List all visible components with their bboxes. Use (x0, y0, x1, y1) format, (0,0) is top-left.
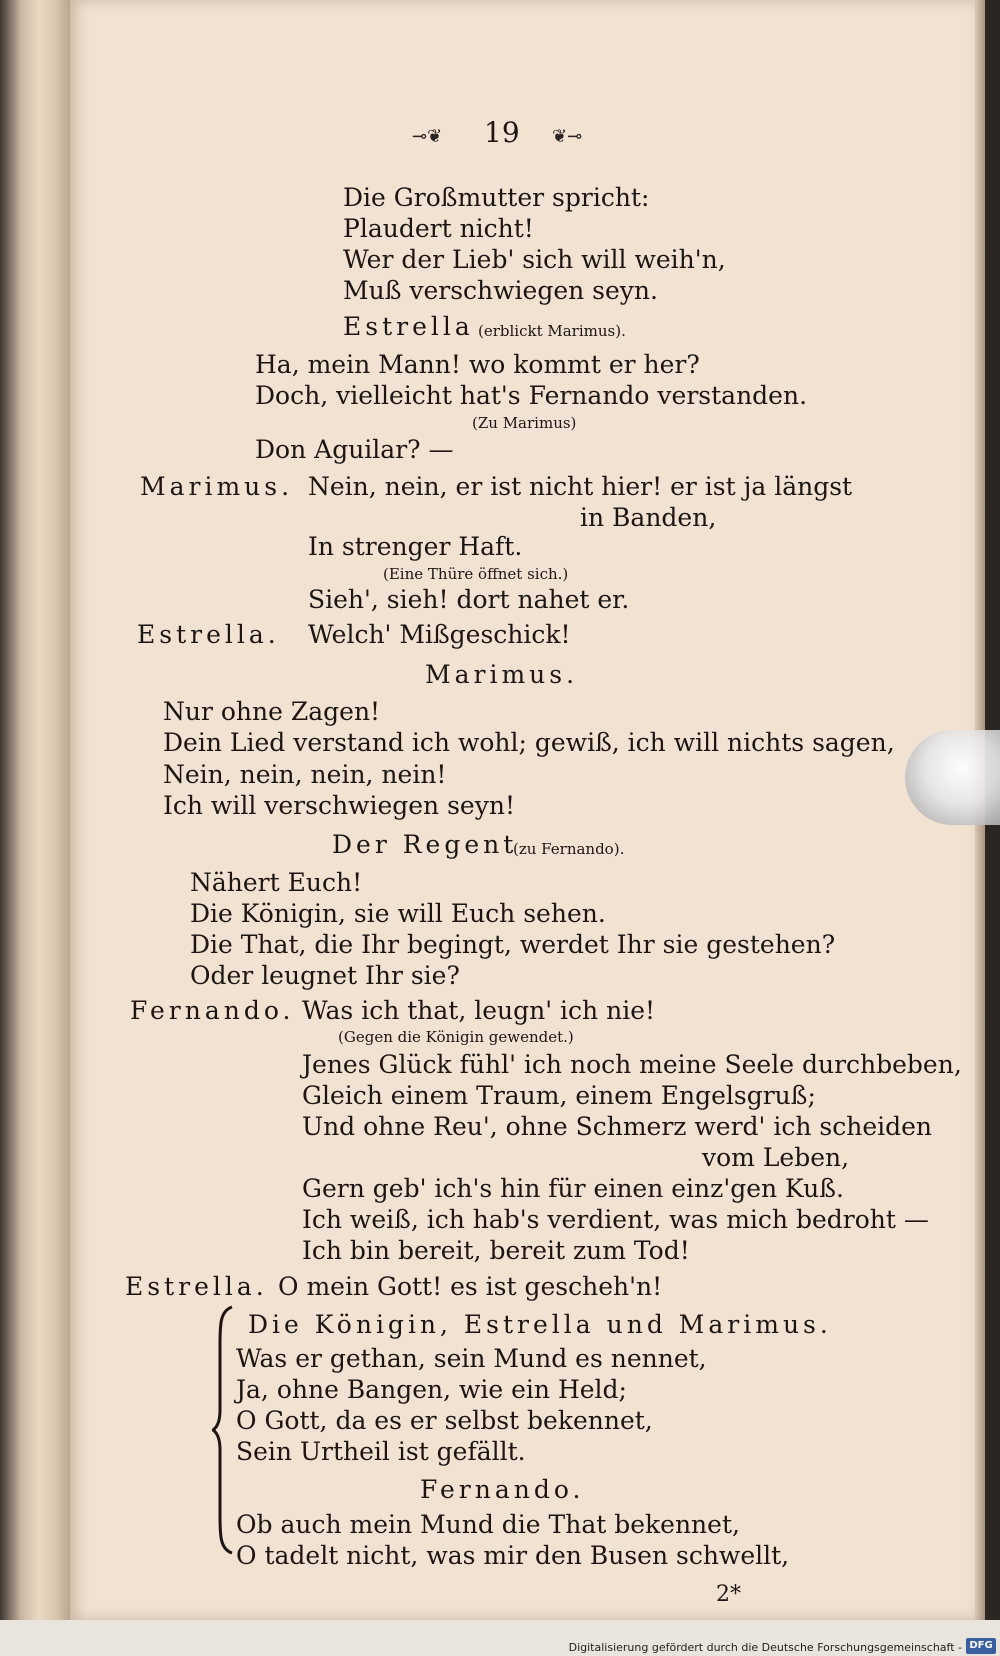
verse-line: Die That, die Ihr begingt, werdet Ihr sie gestehen? (190, 930, 836, 959)
verse-line: Nein, nein, nein, nein! (163, 760, 447, 789)
verse-line: Nein, nein, er ist nicht hier! er ist ja längst (308, 472, 853, 501)
verse-line: O Gott, da es er selbst bekennet, (236, 1406, 653, 1435)
verse-line: Sein Urtheil ist gefällt. (236, 1437, 526, 1466)
verse-line: Muß verschwiegen seyn. (343, 276, 658, 305)
verse-line: Gern geb' ich's hin für einen einz'gen Kuß. (302, 1174, 844, 1203)
verse-line: Oder leugnet Ihr sie? (190, 961, 460, 990)
verse-line: In strenger Haft. (308, 532, 523, 561)
verse-line: O tadelt nicht, was mir den Busen schwellt, (236, 1541, 790, 1570)
page-number: 19 (484, 116, 520, 149)
stage-direction: (erblickt Marimus). (478, 322, 626, 340)
speaker-name: Estrella (343, 312, 474, 341)
verse-line: Ich will verschwiegen seyn! (163, 791, 515, 820)
signature-mark: 2* (716, 1582, 741, 1607)
verse-line: Ich weiß, ich hab's verdient, was mich bedroht — (302, 1205, 929, 1234)
verse-line: Nur ohne Zagen! (163, 697, 381, 726)
verse-line: Die Königin, sie will Euch sehen. (190, 899, 606, 928)
verse-line: Ja, ohne Bangen, wie ein Held; (236, 1375, 627, 1404)
verse-line: Doch, vielleicht hat's Fernando verstanden. (255, 381, 808, 410)
page-turn-handle[interactable] (905, 730, 1000, 825)
verse-line: Wer der Lieb' sich will weih'n, (343, 245, 726, 274)
verse-line: Was ich that, leugn' ich nie! (302, 996, 656, 1025)
speaker-heading: Die Königin, Estrella und Marimus. (248, 1310, 832, 1339)
speaker-name: Estrella. (137, 620, 280, 649)
verse-line: Sieh', sieh! dort nahet er. (308, 585, 630, 614)
speaker-name: Fernando. (130, 996, 295, 1025)
verse-line: vom Leben, (702, 1143, 850, 1172)
speaker-name: Marimus. (140, 472, 294, 501)
right-ornament-icon: ❦⊸ (552, 126, 583, 147)
verse-line: Dein Lied verstand ich wohl; gewiß, ich will nichts sagen, (163, 728, 895, 757)
verse-line: O mein Gott! es ist gescheh'n! (278, 1272, 663, 1301)
speaker-name: Estrella. (125, 1272, 268, 1301)
verse-line: Don Aguilar? — (255, 435, 454, 464)
verse-line: Plaudert nicht! (343, 214, 534, 243)
footer-credit: Digitalisierung gefördert durch die Deutsche Forschungsgemeinschaft - (568, 1641, 962, 1654)
book-spine (0, 0, 70, 1656)
stage-direction: (Gegen die Königin gewendet.) (338, 1028, 574, 1046)
verse-line: Die Großmutter spricht: (343, 183, 650, 212)
verse-line: in Banden, (580, 503, 717, 532)
verse-line: Ich bin bereit, bereit zum Tod! (302, 1236, 690, 1265)
verse-line: Ha, mein Mann! wo kommt er her? (255, 350, 700, 379)
verse-line: Und ohne Reu', ohne Schmerz werd' ich scheiden (302, 1112, 933, 1141)
verse-line: Was er gethan, sein Mund es nennet, (236, 1344, 707, 1373)
left-ornament-icon: ⊸❦ (412, 126, 443, 147)
verse-line: Ob auch mein Mund die That bekennet, (236, 1510, 740, 1539)
stage-direction: (Eine Thüre öffnet sich.) (383, 565, 569, 583)
stage-direction: (Zu Marimus) (472, 414, 577, 432)
verse-line: Welch' Mißgeschick! (308, 620, 571, 649)
curly-brace-icon (212, 1305, 234, 1555)
speaker-heading: Fernando. (420, 1475, 585, 1504)
dfg-logo: DFG (966, 1638, 996, 1654)
speaker-heading: Marimus. (425, 660, 579, 689)
speaker-heading: Der Regent (332, 830, 518, 859)
stage-direction: (zu Fernando). (513, 840, 625, 858)
verse-line: Gleich einem Traum, einem Engelsgruß; (302, 1081, 816, 1110)
verse-line: Nähert Euch! (190, 868, 363, 897)
verse-line: Jenes Glück fühl' ich noch meine Seele durchbeben, (302, 1050, 962, 1079)
